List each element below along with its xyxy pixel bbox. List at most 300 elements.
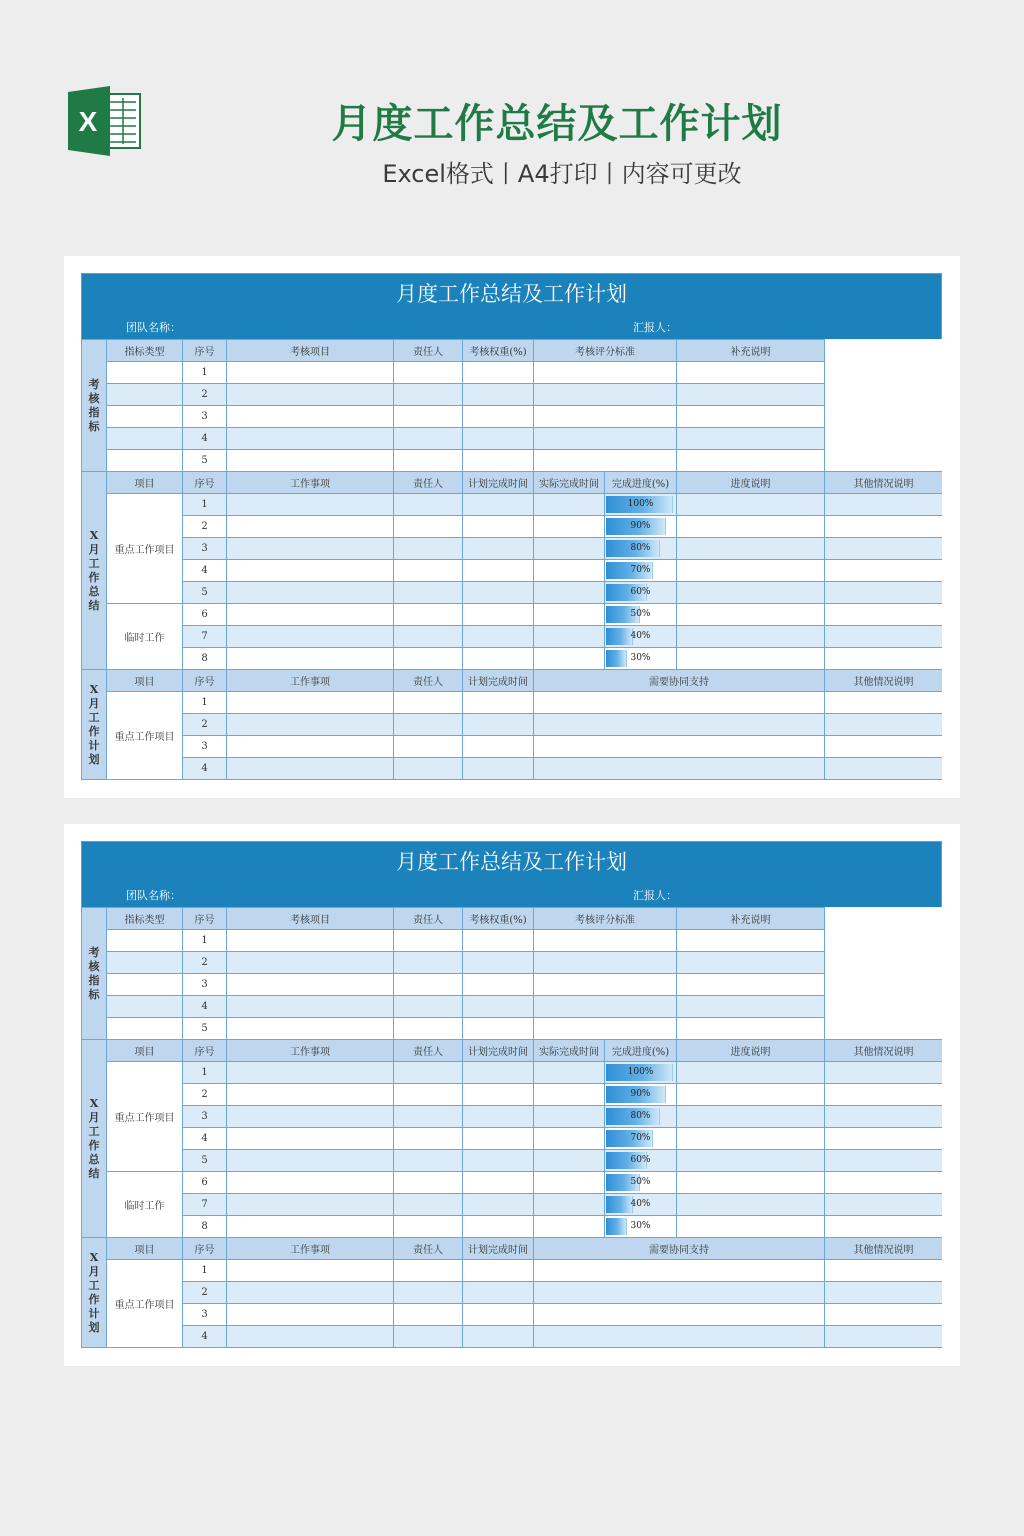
summary-section-label-text: X月工作总结 xyxy=(88,1096,100,1180)
summary-row xyxy=(82,648,943,670)
plan-support-cell[interactable] xyxy=(534,692,825,714)
summary-other-note-cell[interactable] xyxy=(825,626,943,648)
summary-owner-cell[interactable] xyxy=(394,494,463,516)
summary-actual-date-cell[interactable] xyxy=(534,516,605,538)
kpi-note-cell[interactable] xyxy=(677,406,825,428)
summary-progress-note-cell[interactable] xyxy=(677,1172,825,1194)
progress-label: 80% xyxy=(630,543,651,553)
plan-section-label xyxy=(82,1238,107,1348)
progress-cell[interactable] xyxy=(605,582,677,604)
kpi-header-cell: 责任人 xyxy=(394,908,463,930)
group-temporary-work: 临时工作 xyxy=(107,1172,183,1238)
summary-task-cell[interactable] xyxy=(227,582,394,604)
progress-cell[interactable] xyxy=(605,626,677,648)
reporter-label: 汇报人： xyxy=(633,889,677,902)
plan-date-cell[interactable] xyxy=(463,1260,534,1282)
reporter-label: 汇报人： xyxy=(633,321,677,334)
summary-progress-note-cell[interactable] xyxy=(677,1106,825,1128)
summary-task-cell[interactable] xyxy=(227,538,394,560)
summary-task-cell[interactable] xyxy=(227,1150,394,1172)
summary-actual-date-cell[interactable] xyxy=(534,582,605,604)
plan-number-cell: 1 xyxy=(183,692,227,714)
kpi-note-cell[interactable] xyxy=(677,362,825,384)
summary-planned-date-cell[interactable] xyxy=(463,604,534,626)
kpi-criteria-cell[interactable] xyxy=(534,996,677,1018)
kpi-criteria-cell[interactable] xyxy=(534,930,677,952)
kpi-note-cell[interactable] xyxy=(677,952,825,974)
plan-date-cell[interactable] xyxy=(463,758,534,780)
summary-row xyxy=(82,1106,943,1128)
summary-actual-date-cell[interactable] xyxy=(534,1216,605,1238)
summary-progress-note-cell[interactable] xyxy=(677,1194,825,1216)
progress-cell[interactable] xyxy=(605,1062,677,1084)
summary-actual-date-cell[interactable] xyxy=(534,1128,605,1150)
kpi-owner-cell[interactable] xyxy=(394,996,463,1018)
plan-row xyxy=(82,1260,943,1282)
summary-other-note-cell[interactable] xyxy=(825,1062,943,1084)
summary-task-cell[interactable] xyxy=(227,494,394,516)
kpi-weight-cell[interactable] xyxy=(463,952,534,974)
kpi-criteria-cell[interactable] xyxy=(534,428,677,450)
spreadsheet-preview xyxy=(81,273,942,781)
plan-header-cell: 工作事项 xyxy=(227,1238,394,1260)
kpi-type-cell[interactable] xyxy=(107,952,183,974)
plan-owner-cell[interactable] xyxy=(394,714,463,736)
summary-other-note-cell[interactable] xyxy=(825,604,943,626)
progress-cell[interactable] xyxy=(605,494,677,516)
summary-task-cell[interactable] xyxy=(227,560,394,582)
progress-label: 40% xyxy=(630,631,651,641)
summary-owner-cell[interactable] xyxy=(394,648,463,670)
kpi-weight-cell[interactable] xyxy=(463,1018,534,1040)
summary-other-note-cell[interactable] xyxy=(825,494,943,516)
plan-header-cell: 责任人 xyxy=(394,1238,463,1260)
plan-header-row xyxy=(82,670,943,692)
kpi-weight-cell[interactable] xyxy=(463,930,534,952)
summary-header-cell: 工作事项 xyxy=(227,1040,394,1062)
summary-number-cell: 2 xyxy=(183,516,227,538)
plan-note-cell[interactable] xyxy=(825,758,943,780)
summary-section-label xyxy=(82,1040,107,1238)
summary-number-cell: 1 xyxy=(183,494,227,516)
plan-support-cell[interactable] xyxy=(534,758,825,780)
summary-row xyxy=(82,1172,943,1194)
plan-date-cell[interactable] xyxy=(463,1304,534,1326)
plan-note-cell[interactable] xyxy=(825,1260,943,1282)
plan-owner-cell[interactable] xyxy=(394,1260,463,1282)
kpi-owner-cell[interactable] xyxy=(394,1018,463,1040)
progress-cell[interactable] xyxy=(605,1128,677,1150)
summary-owner-cell[interactable] xyxy=(394,1172,463,1194)
progress-cell[interactable] xyxy=(605,1194,677,1216)
kpi-owner-cell[interactable] xyxy=(394,428,463,450)
plan-support-cell[interactable] xyxy=(534,1282,825,1304)
summary-other-note-cell[interactable] xyxy=(825,1128,943,1150)
kpi-weight-cell[interactable] xyxy=(463,996,534,1018)
summary-actual-date-cell[interactable] xyxy=(534,560,605,582)
summary-actual-date-cell[interactable] xyxy=(534,1194,605,1216)
summary-task-cell[interactable] xyxy=(227,1062,394,1084)
summary-row xyxy=(82,1216,943,1238)
kpi-owner-cell[interactable] xyxy=(394,930,463,952)
plan-note-cell[interactable] xyxy=(825,736,943,758)
summary-planned-date-cell[interactable] xyxy=(463,1150,534,1172)
plan-task-cell[interactable] xyxy=(227,736,394,758)
summary-actual-date-cell[interactable] xyxy=(534,494,605,516)
summary-planned-date-cell[interactable] xyxy=(463,494,534,516)
plan-row xyxy=(82,1282,943,1304)
summary-other-note-cell[interactable] xyxy=(825,1150,943,1172)
kpi-number-cell: 1 xyxy=(183,930,227,952)
summary-number-cell: 8 xyxy=(183,648,227,670)
progress-label: 30% xyxy=(630,1221,651,1231)
kpi-type-cell[interactable] xyxy=(107,996,183,1018)
kpi-weight-cell[interactable] xyxy=(463,384,534,406)
plan-number-cell: 2 xyxy=(183,1282,227,1304)
kpi-item-cell[interactable] xyxy=(227,406,394,428)
summary-owner-cell[interactable] xyxy=(394,582,463,604)
summary-planned-date-cell[interactable] xyxy=(463,1084,534,1106)
summary-number-cell: 3 xyxy=(183,1106,227,1128)
summary-row xyxy=(82,1150,943,1172)
kpi-weight-cell[interactable] xyxy=(463,974,534,996)
kpi-item-cell[interactable] xyxy=(227,384,394,406)
kpi-note-cell[interactable] xyxy=(677,450,825,472)
kpi-type-cell[interactable] xyxy=(107,930,183,952)
plan-task-cell[interactable] xyxy=(227,1304,394,1326)
kpi-note-cell[interactable] xyxy=(677,384,825,406)
summary-planned-date-cell[interactable] xyxy=(463,626,534,648)
summary-progress-note-cell[interactable] xyxy=(677,494,825,516)
summary-row xyxy=(82,604,943,626)
summary-number-cell: 6 xyxy=(183,604,227,626)
summary-header-row xyxy=(82,1040,943,1062)
summary-task-cell[interactable] xyxy=(227,1172,394,1194)
kpi-weight-cell[interactable] xyxy=(463,406,534,428)
kpi-note-cell[interactable] xyxy=(677,1018,825,1040)
summary-task-cell[interactable] xyxy=(227,1194,394,1216)
progress-label: 100% xyxy=(627,1067,654,1077)
plan-support-cell[interactable] xyxy=(534,736,825,758)
plan-section-label-text: X月工作计划 xyxy=(88,1250,100,1334)
summary-header-cell: 其他情况说明 xyxy=(825,472,943,494)
summary-task-cell[interactable] xyxy=(227,1106,394,1128)
kpi-type-cell[interactable] xyxy=(107,406,183,428)
kpi-criteria-cell[interactable] xyxy=(534,406,677,428)
summary-actual-date-cell[interactable] xyxy=(534,1084,605,1106)
summary-header-cell: 完成进度(%) xyxy=(605,472,677,494)
kpi-header-cell: 考核项目 xyxy=(227,340,394,362)
kpi-number-cell: 5 xyxy=(183,450,227,472)
plan-owner-cell[interactable] xyxy=(394,1282,463,1304)
kpi-owner-cell[interactable] xyxy=(394,450,463,472)
summary-progress-note-cell[interactable] xyxy=(677,538,825,560)
summary-owner-cell[interactable] xyxy=(394,1194,463,1216)
summary-progress-note-cell[interactable] xyxy=(677,1150,825,1172)
plan-header-cell: 其他情况说明 xyxy=(825,670,943,692)
kpi-row xyxy=(82,952,943,974)
summary-progress-note-cell[interactable] xyxy=(677,1128,825,1150)
progress-cell[interactable] xyxy=(605,538,677,560)
summary-owner-cell[interactable] xyxy=(394,1106,463,1128)
summary-actual-date-cell[interactable] xyxy=(534,1150,605,1172)
team-name-label: 团队名称： xyxy=(126,321,181,334)
summary-task-cell[interactable] xyxy=(227,648,394,670)
kpi-header-row xyxy=(82,340,943,362)
kpi-item-cell[interactable] xyxy=(227,996,394,1018)
kpi-owner-cell[interactable] xyxy=(394,406,463,428)
kpi-criteria-cell[interactable] xyxy=(534,362,677,384)
summary-owner-cell[interactable] xyxy=(394,1150,463,1172)
plan-date-cell[interactable] xyxy=(463,692,534,714)
plan-task-cell[interactable] xyxy=(227,1260,394,1282)
kpi-criteria-cell[interactable] xyxy=(534,384,677,406)
summary-header-cell: 序号 xyxy=(183,1040,227,1062)
plan-owner-cell[interactable] xyxy=(394,736,463,758)
progress-label: 50% xyxy=(630,1177,651,1187)
plan-task-cell[interactable] xyxy=(227,758,394,780)
summary-progress-note-cell[interactable] xyxy=(677,582,825,604)
summary-actual-date-cell[interactable] xyxy=(534,626,605,648)
summary-planned-date-cell[interactable] xyxy=(463,1128,534,1150)
kpi-owner-cell[interactable] xyxy=(394,362,463,384)
summary-actual-date-cell[interactable] xyxy=(534,538,605,560)
plan-header-cell: 其他情况说明 xyxy=(825,1238,943,1260)
kpi-criteria-cell[interactable] xyxy=(534,450,677,472)
plan-header-cell: 序号 xyxy=(183,670,227,692)
kpi-row xyxy=(82,362,943,384)
kpi-item-cell[interactable] xyxy=(227,428,394,450)
kpi-owner-cell[interactable] xyxy=(394,974,463,996)
summary-progress-note-cell[interactable] xyxy=(677,626,825,648)
summary-planned-date-cell[interactable] xyxy=(463,538,534,560)
plan-date-cell[interactable] xyxy=(463,736,534,758)
plan-date-cell[interactable] xyxy=(463,714,534,736)
plan-note-cell[interactable] xyxy=(825,1304,943,1326)
summary-actual-date-cell[interactable] xyxy=(534,1106,605,1128)
summary-planned-date-cell[interactable] xyxy=(463,582,534,604)
summary-number-cell: 7 xyxy=(183,1194,227,1216)
kpi-type-cell[interactable] xyxy=(107,974,183,996)
summary-owner-cell[interactable] xyxy=(394,1128,463,1150)
kpi-number-cell: 2 xyxy=(183,384,227,406)
kpi-row xyxy=(82,930,943,952)
kpi-item-cell[interactable] xyxy=(227,930,394,952)
summary-planned-date-cell[interactable] xyxy=(463,1062,534,1084)
kpi-type-cell[interactable] xyxy=(107,384,183,406)
kpi-weight-cell[interactable] xyxy=(463,428,534,450)
plan-owner-cell[interactable] xyxy=(394,758,463,780)
summary-actual-date-cell[interactable] xyxy=(534,604,605,626)
plan-support-cell[interactable] xyxy=(534,714,825,736)
summary-owner-cell[interactable] xyxy=(394,538,463,560)
progress-cell[interactable] xyxy=(605,1106,677,1128)
kpi-type-cell[interactable] xyxy=(107,450,183,472)
kpi-item-cell[interactable] xyxy=(227,1018,394,1040)
progress-cell[interactable] xyxy=(605,1216,677,1238)
plan-task-cell[interactable] xyxy=(227,1282,394,1304)
kpi-header-cell: 考核权重(%) xyxy=(463,908,534,930)
progress-label: 60% xyxy=(630,587,651,597)
summary-number-cell: 4 xyxy=(183,1128,227,1150)
summary-other-note-cell[interactable] xyxy=(825,648,943,670)
kpi-type-cell[interactable] xyxy=(107,1018,183,1040)
kpi-header-row xyxy=(82,908,943,930)
kpi-number-cell: 1 xyxy=(183,362,227,384)
kpi-note-cell[interactable] xyxy=(677,996,825,1018)
plan-number-cell: 4 xyxy=(183,758,227,780)
kpi-item-cell[interactable] xyxy=(227,952,394,974)
summary-actual-date-cell[interactable] xyxy=(534,648,605,670)
summary-header-cell: 项目 xyxy=(107,1040,183,1062)
progress-cell[interactable] xyxy=(605,560,677,582)
kpi-number-cell: 3 xyxy=(183,406,227,428)
plan-note-cell[interactable] xyxy=(825,714,943,736)
summary-task-cell[interactable] xyxy=(227,516,394,538)
summary-header-cell: 序号 xyxy=(183,472,227,494)
summary-planned-date-cell[interactable] xyxy=(463,1172,534,1194)
plan-support-cell[interactable] xyxy=(534,1326,825,1348)
summary-owner-cell[interactable] xyxy=(394,516,463,538)
progress-cell[interactable] xyxy=(605,1172,677,1194)
plan-group-key-work: 重点工作项目 xyxy=(107,692,183,780)
info-row xyxy=(81,881,942,907)
plan-task-cell[interactable] xyxy=(227,1326,394,1348)
summary-task-cell[interactable] xyxy=(227,604,394,626)
plan-row xyxy=(82,692,943,714)
summary-owner-cell[interactable] xyxy=(394,604,463,626)
progress-cell[interactable] xyxy=(605,516,677,538)
summary-other-note-cell[interactable] xyxy=(825,1106,943,1128)
plan-date-cell[interactable] xyxy=(463,1282,534,1304)
summary-owner-cell[interactable] xyxy=(394,1084,463,1106)
kpi-weight-cell[interactable] xyxy=(463,450,534,472)
kpi-owner-cell[interactable] xyxy=(394,952,463,974)
summary-progress-note-cell[interactable] xyxy=(677,560,825,582)
summary-other-note-cell[interactable] xyxy=(825,538,943,560)
summary-progress-note-cell[interactable] xyxy=(677,604,825,626)
summary-number-cell: 3 xyxy=(183,538,227,560)
team-name-label: 团队名称： xyxy=(126,889,181,902)
kpi-owner-cell[interactable] xyxy=(394,384,463,406)
plan-date-cell[interactable] xyxy=(463,1326,534,1348)
plan-header-cell: 计划完成时间 xyxy=(463,1238,534,1260)
page-header xyxy=(0,0,1024,240)
plan-owner-cell[interactable] xyxy=(394,1304,463,1326)
kpi-criteria-cell[interactable] xyxy=(534,1018,677,1040)
summary-task-cell[interactable] xyxy=(227,1216,394,1238)
summary-other-note-cell[interactable] xyxy=(825,516,943,538)
summary-planned-date-cell[interactable] xyxy=(463,648,534,670)
kpi-note-cell[interactable] xyxy=(677,428,825,450)
kpi-weight-cell[interactable] xyxy=(463,362,534,384)
summary-row xyxy=(82,516,943,538)
sheet-grid xyxy=(81,339,942,780)
summary-planned-date-cell[interactable] xyxy=(463,516,534,538)
plan-owner-cell[interactable] xyxy=(394,692,463,714)
progress-label: 70% xyxy=(630,1133,651,1143)
plan-task-cell[interactable] xyxy=(227,692,394,714)
summary-header-cell: 进度说明 xyxy=(677,472,825,494)
plan-note-cell[interactable] xyxy=(825,692,943,714)
summary-progress-note-cell[interactable] xyxy=(677,648,825,670)
summary-owner-cell[interactable] xyxy=(394,560,463,582)
plan-support-cell[interactable] xyxy=(534,1304,825,1326)
summary-task-cell[interactable] xyxy=(227,1084,394,1106)
sheet-preview-card-2 xyxy=(64,824,960,1366)
plan-header-cell: 责任人 xyxy=(394,670,463,692)
summary-actual-date-cell[interactable] xyxy=(534,1062,605,1084)
summary-number-cell: 1 xyxy=(183,1062,227,1084)
summary-other-note-cell[interactable] xyxy=(825,582,943,604)
plan-note-cell[interactable] xyxy=(825,1282,943,1304)
plan-owner-cell[interactable] xyxy=(394,1326,463,1348)
kpi-header-cell: 责任人 xyxy=(394,340,463,362)
summary-planned-date-cell[interactable] xyxy=(463,560,534,582)
summary-progress-note-cell[interactable] xyxy=(677,1084,825,1106)
progress-cell[interactable] xyxy=(605,1150,677,1172)
summary-other-note-cell[interactable] xyxy=(825,1194,943,1216)
progress-cell[interactable] xyxy=(605,604,677,626)
summary-number-cell: 6 xyxy=(183,1172,227,1194)
kpi-header-cell: 补充说明 xyxy=(677,908,825,930)
sheet-grid xyxy=(81,907,942,1348)
summary-number-cell: 8 xyxy=(183,1216,227,1238)
summary-other-note-cell[interactable] xyxy=(825,1216,943,1238)
summary-owner-cell[interactable] xyxy=(394,626,463,648)
progress-cell[interactable] xyxy=(605,648,677,670)
summary-planned-date-cell[interactable] xyxy=(463,1106,534,1128)
summary-task-cell[interactable] xyxy=(227,1128,394,1150)
kpi-row xyxy=(82,974,943,996)
kpi-number-cell: 3 xyxy=(183,974,227,996)
summary-task-cell[interactable] xyxy=(227,626,394,648)
kpi-type-cell[interactable] xyxy=(107,428,183,450)
kpi-header-cell: 序号 xyxy=(183,908,227,930)
summary-header-cell: 完成进度(%) xyxy=(605,1040,677,1062)
summary-header-cell: 责任人 xyxy=(394,472,463,494)
summary-progress-note-cell[interactable] xyxy=(677,1216,825,1238)
kpi-criteria-cell[interactable] xyxy=(534,952,677,974)
kpi-note-cell[interactable] xyxy=(677,930,825,952)
summary-planned-date-cell[interactable] xyxy=(463,1216,534,1238)
progress-cell[interactable] xyxy=(605,1084,677,1106)
summary-planned-date-cell[interactable] xyxy=(463,1194,534,1216)
kpi-header-cell: 指标类型 xyxy=(107,908,183,930)
summary-progress-note-cell[interactable] xyxy=(677,1062,825,1084)
summary-other-note-cell[interactable] xyxy=(825,1084,943,1106)
summary-owner-cell[interactable] xyxy=(394,1216,463,1238)
plan-note-cell[interactable] xyxy=(825,1326,943,1348)
plan-task-cell[interactable] xyxy=(227,714,394,736)
kpi-type-cell[interactable] xyxy=(107,362,183,384)
kpi-item-cell[interactable] xyxy=(227,450,394,472)
plan-header-cell: 工作事项 xyxy=(227,670,394,692)
kpi-note-cell[interactable] xyxy=(677,974,825,996)
plan-section-label-text: X月工作计划 xyxy=(88,682,100,766)
kpi-item-cell[interactable] xyxy=(227,362,394,384)
kpi-item-cell[interactable] xyxy=(227,974,394,996)
summary-progress-note-cell[interactable] xyxy=(677,516,825,538)
kpi-criteria-cell[interactable] xyxy=(534,974,677,996)
summary-owner-cell[interactable] xyxy=(394,1062,463,1084)
plan-support-cell[interactable] xyxy=(534,1260,825,1282)
summary-other-note-cell[interactable] xyxy=(825,560,943,582)
summary-other-note-cell[interactable] xyxy=(825,1172,943,1194)
plan-number-cell: 1 xyxy=(183,1260,227,1282)
summary-actual-date-cell[interactable] xyxy=(534,1172,605,1194)
progress-label: 50% xyxy=(630,609,651,619)
